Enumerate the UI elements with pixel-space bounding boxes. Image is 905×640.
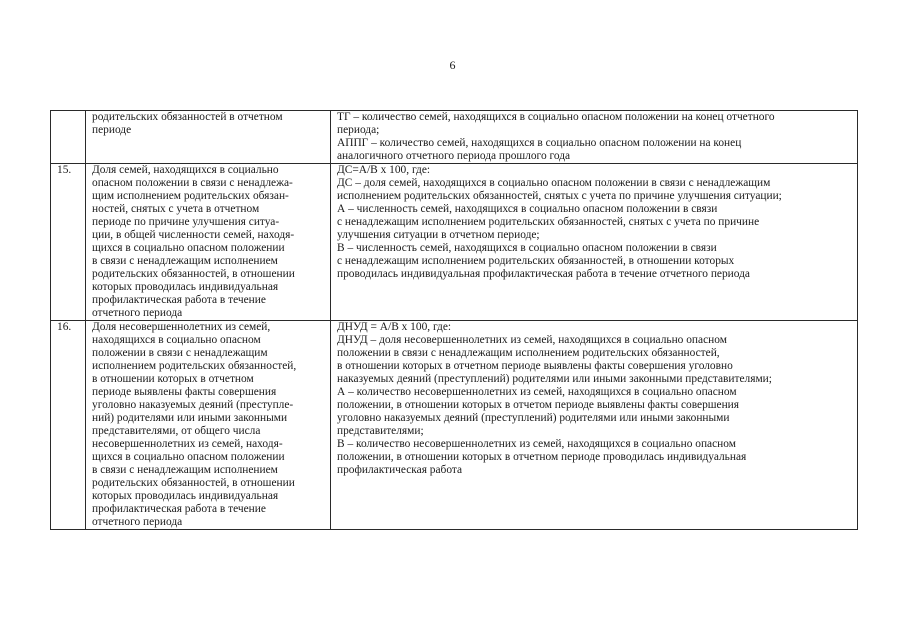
formula-line: наказуемых деяний (преступлений) родителями или иными законными представителями; bbox=[337, 373, 772, 385]
formula-line: ТГ – количество семей, находящихся в социально опасном положении на конец отчетного bbox=[337, 111, 775, 123]
description-line: щихся в социально опасном положении bbox=[92, 451, 285, 463]
formula-line: ДНУД = А/В х 100, где: bbox=[337, 321, 452, 333]
description-line: исполнением родительских обязанностей, bbox=[92, 360, 297, 372]
description-line: отчетного периода bbox=[92, 516, 183, 528]
description-line: периоде bbox=[92, 124, 132, 136]
description-line: Доля несовершеннолетних из семей, bbox=[92, 321, 271, 333]
formula-line: ДС=А/В х 100, где: bbox=[337, 164, 431, 176]
description-line: в отношении которых в отчетном bbox=[92, 373, 254, 385]
description-line: ний) родителями или иными законными bbox=[92, 412, 288, 424]
description-line: несовершеннолетних из семей, находя- bbox=[92, 438, 283, 450]
formula-line: в отношении которых в отчетном периоде выявлены факты совершения уголовно bbox=[337, 360, 733, 372]
formula-cell bbox=[331, 321, 858, 530]
description-line: отчетного периода bbox=[92, 307, 183, 319]
indicator-description-cell bbox=[86, 164, 331, 321]
row-number-cell bbox=[51, 111, 86, 164]
description-line: профилактическая работа в течение bbox=[92, 294, 266, 306]
row-number-cell: 16. bbox=[51, 321, 86, 530]
description-line: представителями, от общего числа bbox=[92, 425, 261, 437]
formula-line: А – количество несовершеннолетних из семей, находящихся в социально опасном bbox=[337, 386, 737, 398]
description-line: положении в связи с ненадлежащим bbox=[92, 347, 268, 359]
table-row bbox=[51, 164, 858, 321]
description-line: Доля семей, находящихся в социально bbox=[92, 164, 279, 176]
description-line: родительских обязанностей, в отношении bbox=[92, 477, 295, 489]
description-line: в связи с ненадлежащим исполнением bbox=[92, 255, 278, 267]
indicator-description-cell bbox=[86, 111, 331, 164]
description-line: родительских обязанностей, в отношении bbox=[92, 268, 295, 280]
formula-line: положении в связи с ненадлежащим исполнением родительских обязанностей, bbox=[337, 347, 720, 359]
description-line: периоде выявлены факты совершения bbox=[92, 386, 277, 398]
formula-cell bbox=[331, 164, 858, 321]
formula-line: ДНУД – доля несовершеннолетних из семей, находящихся в социально опасном bbox=[337, 334, 727, 346]
formula-line: с ненадлежащим исполнением родительских обязанностей, в отношении которых bbox=[337, 255, 735, 267]
indicators-table bbox=[50, 110, 858, 530]
description-line: щихся в социально опасном положении bbox=[92, 242, 285, 254]
description-line: щим исполнением родительских обязан- bbox=[92, 190, 289, 202]
table-row bbox=[51, 321, 858, 530]
formula-line: В – численность семей, находящихся в социально опасном положении в связи bbox=[337, 242, 717, 254]
description-line: уголовно наказуемых деяний (преступле- bbox=[92, 399, 294, 411]
formula-line: А – численность семей, находящихся в социально опасном положении в связи bbox=[337, 203, 718, 215]
formula-line: ДС – доля семей, находящихся в социально опасном положении в связи с ненадлежащим bbox=[337, 177, 771, 189]
formula-line: с ненадлежащим исполнением родительских обязанностей, снятых с учета по причине bbox=[337, 216, 760, 228]
formula-line: периода; bbox=[337, 124, 380, 136]
formula-line: В – количество несовершеннолетних из семей, находящихся в социально опасном bbox=[337, 438, 736, 450]
formula-line: представителями; bbox=[337, 425, 424, 437]
page-number: 6 bbox=[449, 58, 456, 72]
formula-line: улучшения ситуации в отчетном периоде; bbox=[337, 229, 540, 241]
description-line: периоде по причине улучшения ситуа- bbox=[92, 216, 280, 228]
table-body bbox=[51, 111, 858, 530]
description-line: находящихся в социально опасном bbox=[92, 334, 261, 346]
description-line: ностей, снятых с учета в отчетном bbox=[92, 203, 260, 215]
description-line: профилактическая работа в течение bbox=[92, 503, 266, 515]
formula-line: положении, в отношении которых в отчетном периоде проводилась индивидуальная bbox=[337, 451, 747, 463]
formula-line: положении, в отношении которых в отчетом периоде выявлены факты совершения bbox=[337, 399, 740, 411]
formula-line: АППГ – количество семей, находящихся в социально опасном положении на конец bbox=[337, 137, 742, 149]
formula-line: уголовно наказуемых деяний (преступлений) родителями или иными законными bbox=[337, 412, 730, 424]
row-number-cell: 15. bbox=[51, 164, 86, 321]
indicator-description-cell bbox=[86, 321, 331, 530]
description-line: которых проводилась индивидуальная bbox=[92, 490, 279, 502]
formula-line: проводилась индивидуальная профилактическая работа в течение отчетного периода bbox=[337, 268, 750, 280]
description-line: в связи с ненадлежащим исполнением bbox=[92, 464, 278, 476]
formula-line: исполнением родительских обязанностей, снятых с учета по причине улучшения ситуации; bbox=[337, 190, 782, 202]
description-line: опасном положении в связи с ненадлежа- bbox=[92, 177, 293, 189]
formula-line: аналогичного отчетного периода прошлого года bbox=[337, 150, 571, 162]
description-line: родительских обязанностей в отчетном bbox=[92, 111, 283, 123]
formula-cell bbox=[331, 111, 858, 164]
formula-line: профилактическая работа bbox=[337, 464, 463, 476]
description-line: ции, в общей численности семей, находя- bbox=[92, 229, 295, 241]
table-row bbox=[51, 111, 858, 164]
description-line: которых проводилась индивидуальная bbox=[92, 281, 279, 293]
